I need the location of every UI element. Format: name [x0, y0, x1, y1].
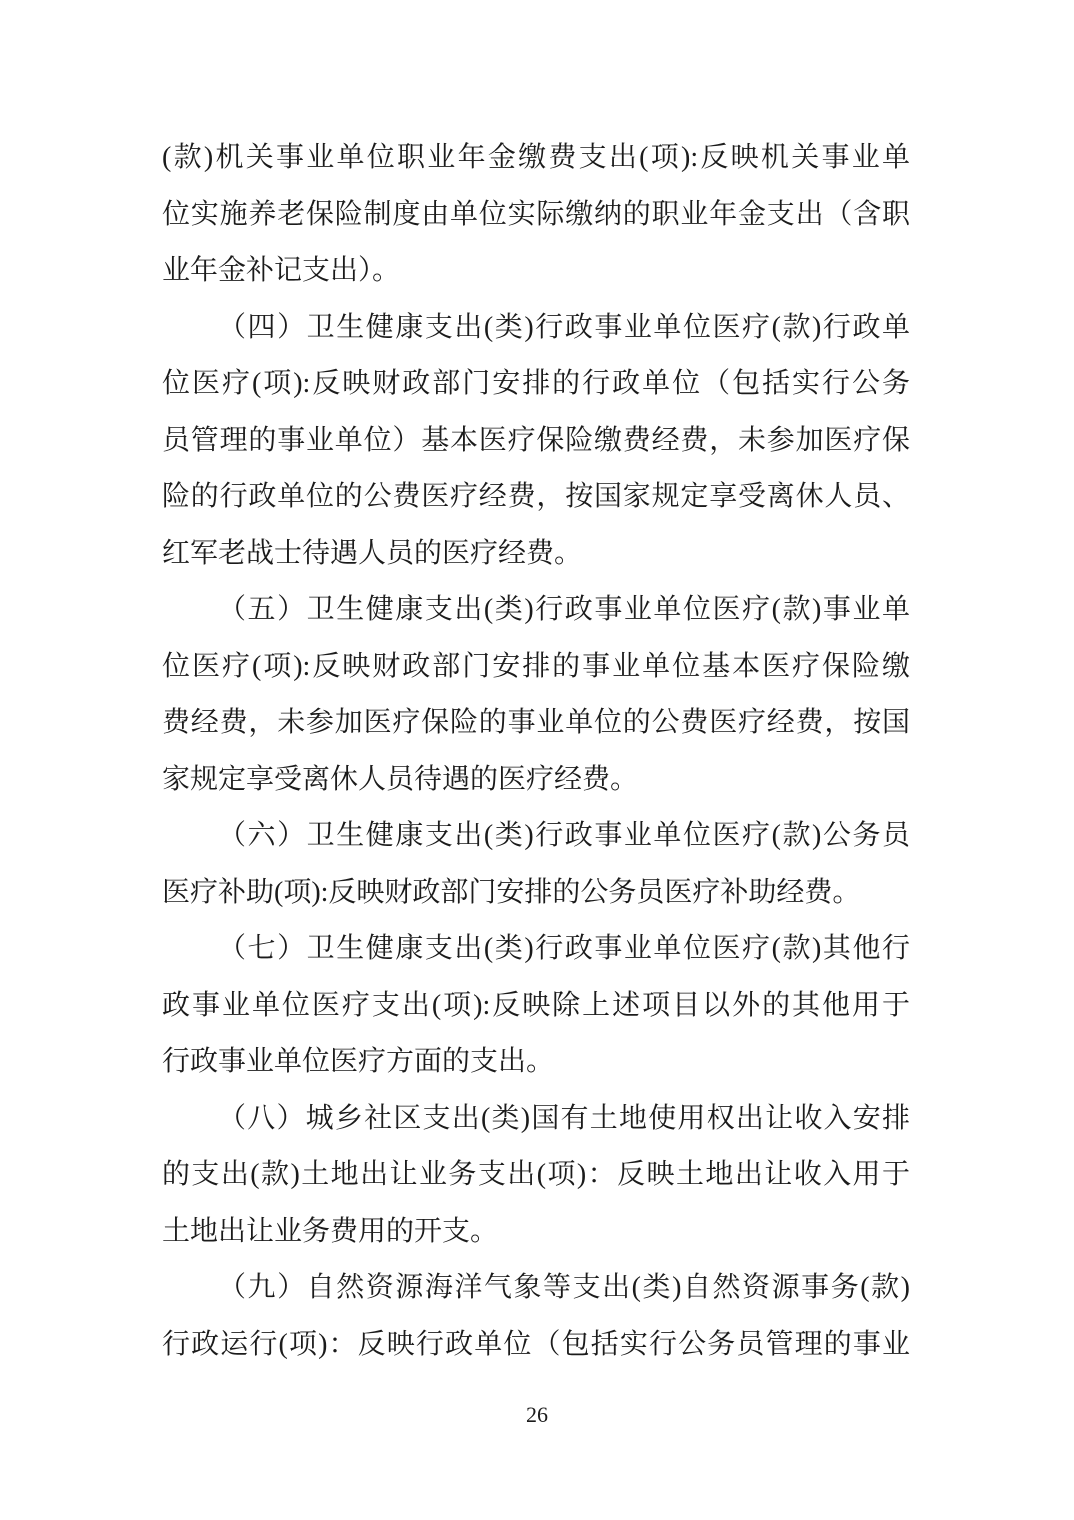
paragraph-item-4-admin-unit-medical	[162, 300, 910, 583]
text-line: （七）卫生健康支出(类)行政事业单位医疗(款)其他行	[218, 933, 910, 964]
document-body	[162, 130, 910, 1373]
text-line: 位实施养老保险制度由单位实际缴纳的职业年金支出（含职	[162, 198, 910, 230]
text-line: （六）卫生健康支出(类)行政事业单位医疗(款)公务员	[218, 820, 910, 851]
text-line: （八）城乡社区支出(类)国有土地使用权出让收入安排	[218, 1102, 910, 1134]
text-line: （九）自然资源海洋气象等支出(类)自然资源事务(款)	[218, 1272, 910, 1303]
page-number: 26	[526, 1402, 548, 1427]
text-line: 费经费，未参加医疗保险的事业单位的公费医疗经费，按国	[162, 707, 910, 738]
text-line: 红军老战士待遇人员的医疗经费。	[162, 537, 583, 569]
text-line: 行政运行(项)：反映行政单位（包括实行公务员管理的事业	[162, 1328, 910, 1360]
text-line: 险的行政单位的公费医疗经费，按国家规定享受离休人员、	[162, 481, 910, 512]
paragraph-item-8-land-transfer-business	[162, 1091, 910, 1261]
text-line: 土地出让业务费用的开支。	[162, 1215, 499, 1247]
text-line: 政事业单位医疗支出(项):反映除上述项目以外的其他用于	[162, 989, 910, 1021]
text-line: 行政事业单位医疗方面的支出。	[162, 1046, 555, 1077]
paragraph-item-5-public-institution-medical	[162, 582, 910, 808]
text-line: 位医疗(项):反映财政部门安排的行政单位（包括实行公务	[162, 368, 910, 399]
text-line: 医疗补助(项):反映财政部门安排的公务员医疗补助经费。	[162, 876, 861, 908]
text-line: 家规定享受离休人员待遇的医疗经费。	[162, 763, 639, 795]
text-line: （四）卫生健康支出(类)行政事业单位医疗(款)行政单	[218, 311, 910, 343]
text-line: 的支出(款)土地出让业务支出(项)：反映土地出让收入用于	[162, 1159, 910, 1190]
paragraph-item-6-civil-servant-medical-subsidy	[162, 808, 910, 921]
paragraph-pension-contribution-continuation	[162, 130, 910, 300]
text-line: 业年金补记支出）。	[162, 255, 401, 286]
text-line: 员管理的事业单位）基本医疗保险缴费经费，未参加医疗保	[162, 424, 910, 456]
paragraph-item-7-other-medical-expenditure	[162, 921, 910, 1091]
text-line: （五）卫生健康支出(类)行政事业单位医疗(款)事业单	[218, 594, 910, 625]
text-line: 位医疗(项):反映财政部门安排的事业单位基本医疗保险缴	[162, 650, 910, 682]
text-line: (款)机关事业单位职业年金缴费支出(项):反映机关事业单	[162, 142, 910, 173]
paragraph-item-9-natural-resources-admin	[162, 1260, 910, 1373]
